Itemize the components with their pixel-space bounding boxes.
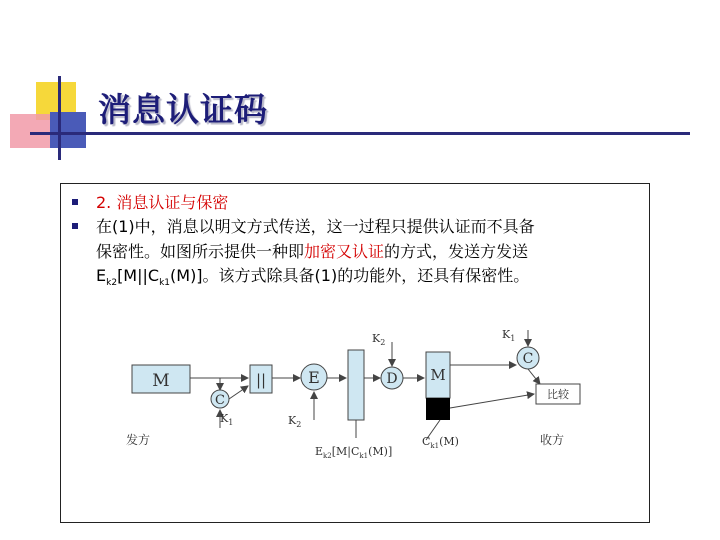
decor-pink-square <box>10 114 52 148</box>
k2-mid-label: $K_2$ <box>288 414 302 429</box>
decrypt-label: D <box>386 371 398 387</box>
message-right-label: M <box>430 366 446 384</box>
decor-vertical-line <box>58 76 61 160</box>
auth-encryption-diagram <box>110 320 590 470</box>
formula-e-sub: k2 <box>106 278 118 289</box>
arrow-mac-to-compare <box>528 369 540 384</box>
bullet-2-line-2-pre: 保密性。如图所示提供一种即 <box>96 242 305 261</box>
formula-end: (M)]。该方式除具备(1)的功能外，还具有保密性。 <box>170 266 530 285</box>
decor-horizontal-line <box>30 132 690 135</box>
formula-c-sub: k1 <box>159 278 171 289</box>
decor-blue-square <box>50 112 86 148</box>
receiver-label: 收方 <box>540 433 565 447</box>
bullet-2-line-2 <box>96 240 528 263</box>
concat-label: || <box>255 371 267 389</box>
arrow-mac-to-concat <box>229 386 248 399</box>
k1-left-label: $K_1$ <box>220 412 234 427</box>
ciphertext-block <box>348 350 364 420</box>
message-left-label: M <box>152 371 170 391</box>
bullet-2-highlight: 加密又认证 <box>304 242 385 261</box>
bullet-marker-1 <box>72 199 78 205</box>
mac-right-label: C <box>522 351 534 367</box>
received-mac-block <box>426 398 450 420</box>
bullet-1-text: 2. 消息认证与保密 <box>96 193 229 212</box>
k1-top-label: $K_1$ <box>502 328 516 343</box>
compare-label: 比较 <box>547 388 569 401</box>
formula-mid: [M||C <box>117 266 160 285</box>
formula-e: E <box>96 266 107 285</box>
sender-label: 发方 <box>126 433 151 447</box>
encrypt-label: E <box>308 368 320 387</box>
mac-left-label: C <box>215 393 225 408</box>
arrow-received-mac-to-compare <box>450 394 534 408</box>
ciphertext-label: $E_{k2}[M|C_{k1}(M)]$ <box>315 445 393 460</box>
bullet-2-line-1: 在(1)中，消息以明文方式传送，这一过程只提供认证而不具备 <box>96 217 535 236</box>
bullet-2-line-3 <box>96 264 529 295</box>
bullet-marker-2 <box>72 223 78 229</box>
slide-title: 消息认证码 <box>98 90 268 129</box>
k2-top-label: $K_2$ <box>372 332 386 347</box>
received-mac-label: $C_{k1}(M)$ <box>422 435 459 450</box>
bullet-2-line-2-post: 的方式，发送方发送 <box>384 242 529 261</box>
